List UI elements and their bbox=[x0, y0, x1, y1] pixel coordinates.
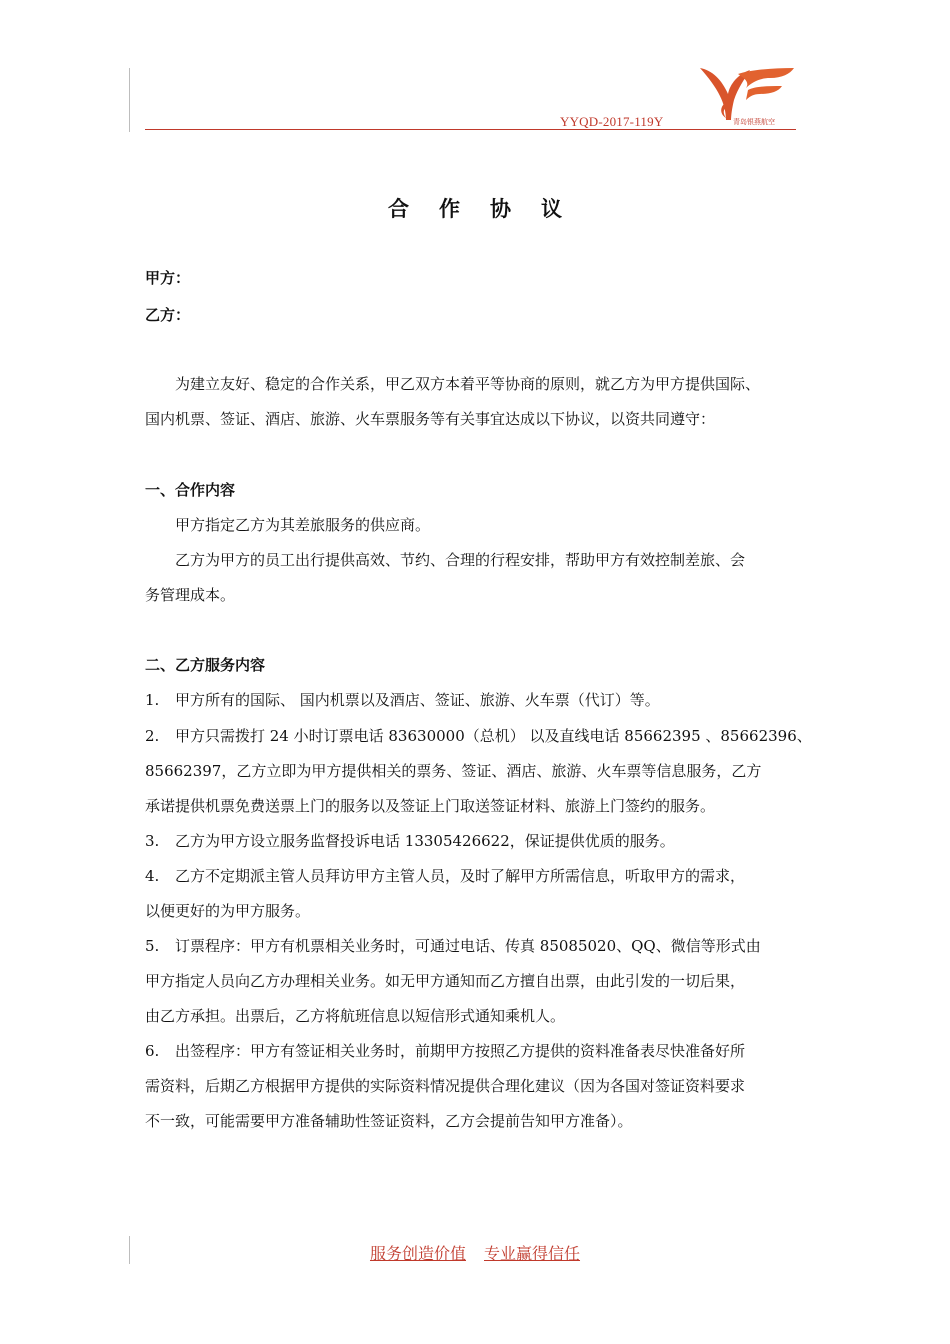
list-item-number: 5. bbox=[145, 937, 160, 955]
footer-slogan bbox=[0, 1241, 950, 1264]
section-1-line: 务管理成本。 bbox=[145, 586, 236, 604]
footer-slogan-right: 专业赢得信任 bbox=[484, 1244, 581, 1263]
intro-line: 为建立友好、稳定的合作关系，甲乙双方本着平等协商的原则，就乙方为甲方提供国际、 bbox=[175, 375, 761, 393]
list-item-number: 1. bbox=[145, 691, 160, 709]
list-item-line: 需资料，后期乙方根据甲方提供的实际资料情况提供合理化建议（因为各国对签证资料要求 bbox=[145, 1077, 746, 1095]
list-item-line: 乙方为甲方设立服务监督投诉电话 13305426622，保证提供优质的服务。 bbox=[175, 832, 675, 850]
list-item-line: 甲方指定人员向乙方办理相关业务。如无甲方通知而乙方擅自出票，由此引发的一切后果， bbox=[145, 972, 746, 990]
party-a-label: 甲方： bbox=[145, 269, 191, 287]
party-b-label: 乙方： bbox=[145, 306, 191, 324]
list-item-number: 4. bbox=[145, 867, 160, 885]
intro-line: 国内机票、签证、酒店、旅游、火车票服务等有关事宜达成以下协议，以资共同遵守： bbox=[145, 410, 716, 428]
document-title: 合作协议 bbox=[388, 197, 592, 221]
document-code: YYQD-2017-119Y bbox=[560, 114, 664, 129]
footer-slogan-left: 服务创造价值 bbox=[369, 1244, 466, 1263]
list-item-line: 由乙方承担。出票后，乙方将航班信息以短信形式通知乘机人。 bbox=[145, 1007, 566, 1025]
section-1-line: 乙方为甲方的员工出行提供高效、节约、合理的行程安排，帮助甲方有效控制差旅、会 bbox=[175, 551, 746, 569]
list-item-line: 甲方所有的国际、 国内机票以及酒店、签证、旅游、火车票（代订）等。 bbox=[175, 691, 660, 709]
list-item-line: 85662397，乙方立即为甲方提供相关的票务、签证、酒店、旅游、火车票等信息服务，乙方 bbox=[145, 762, 762, 780]
list-item-line: 以便更好的为甲方服务。 bbox=[145, 902, 311, 920]
margin-mark-top bbox=[129, 68, 130, 132]
header-rule bbox=[145, 129, 796, 130]
section-1-line: 甲方指定乙方为其差旅服务的供应商。 bbox=[175, 516, 431, 534]
list-item-line: 甲方只需拨打 24 小时订票电话 83630000（总机） 以及直线电话 85662395 、85662396、 bbox=[175, 727, 812, 745]
list-item-number: 6. bbox=[145, 1042, 160, 1060]
list-item-line: 承诺提供机票免费送票上门的服务以及签证上门取送签证材料、旅游上门签约的服务。 bbox=[145, 797, 716, 815]
section-1-heading: 一、合作内容 bbox=[145, 481, 236, 499]
list-item-line: 出签程序：甲方有签证相关业务时，前期甲方按照乙方提供的资料准备表尽快准备好所 bbox=[175, 1042, 746, 1060]
list-item-number: 2. bbox=[145, 727, 160, 745]
section-2-heading: 二、乙方服务内容 bbox=[145, 656, 266, 674]
list-item-line: 不一致，可能需要甲方准备辅助性签证资料，乙方会提前告知甲方准备）。 bbox=[145, 1112, 633, 1130]
list-item-line: 订票程序：甲方有机票相关业务时，可通过电话、传真 85085020、QQ、微信等形式由 bbox=[175, 937, 761, 955]
list-item-number: 3. bbox=[145, 832, 160, 850]
list-item-line: 乙方不定期派主管人员拜访甲方主管人员，及时了解甲方所需信息，听取甲方的需求， bbox=[175, 867, 746, 885]
logo-text: 青岛银燕航空 bbox=[733, 118, 775, 126]
